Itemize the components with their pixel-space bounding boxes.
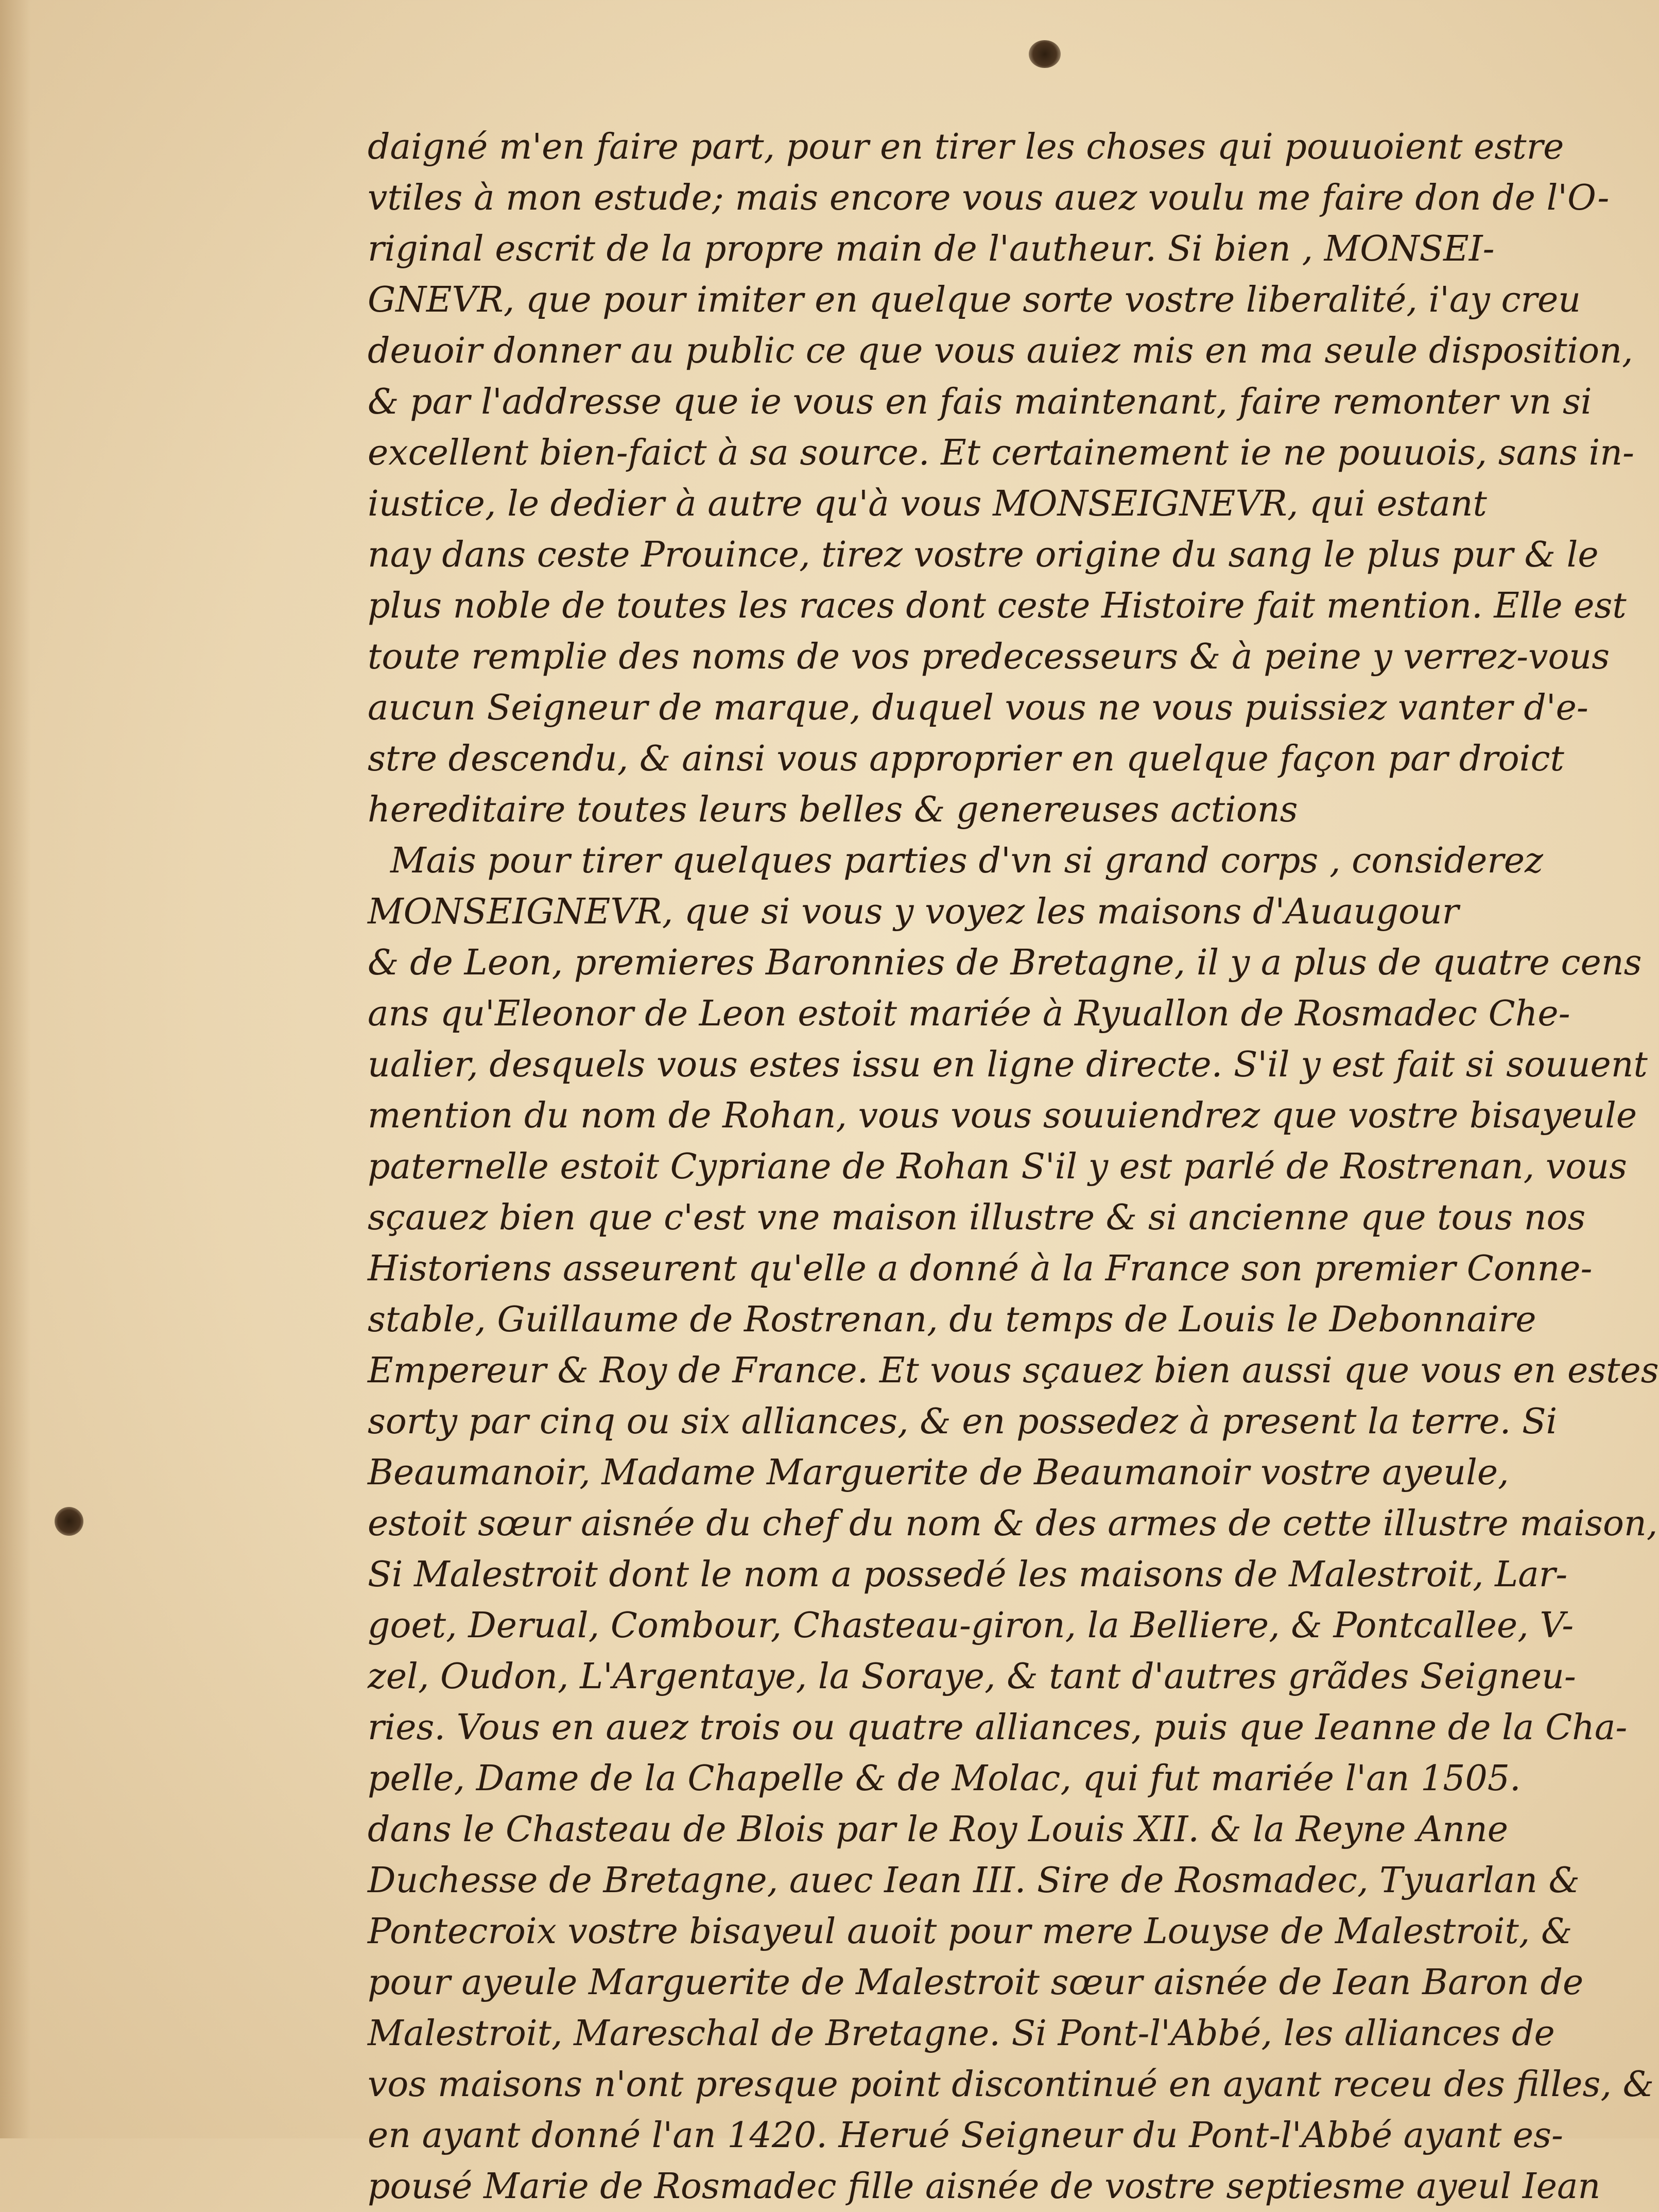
text-line: iustice, le dedier à autre qu'à vous MONSEIGNEVR, qui estant (368, 484, 1487, 524)
text-line: toute remplie des noms de vos predecesseurs & à peine y verrez-vous (368, 637, 1610, 677)
text-line: riginal escrit de la propre main de l'autheur. Si bien , MONSEI- (368, 229, 1495, 269)
ink-stain-top (1029, 40, 1061, 68)
text-line: plus noble de toutes les races dont ceste Histoire fait mention. Elle est (368, 586, 1627, 626)
text-line: Si Malestroit dont le nom a possedé les maisons de Malestroit, Lar- (368, 1554, 1568, 1595)
text-line: nay dans ceste Prouince, tirez vostre origine du sang le plus pur & le (368, 535, 1599, 575)
text-line: en ayant donné l'an 1420. Herué Seigneur du Pont-l'Abbé ayant es- (368, 2115, 1564, 2156)
text-line: stable, Guillaume de Rostrenan, du temps de Louis le Debonnaire (368, 1299, 1536, 1340)
text-line: pelle, Dame de la Chapelle & de Molac, qui fut mariée l'an 1505. (368, 1758, 1521, 1799)
text-line: zel, Oudon, L'Argentaye, la Soraye, & tant d'autres grãdes Seigneu- (368, 1656, 1576, 1697)
text-line: ualier, desquels vous estes issu en ligne directe. S'il y est fait si souuent (368, 1044, 1648, 1085)
paragraph-start-line: Mais pour tirer quelques parties d'vn si grand corps , considerez (390, 841, 1543, 881)
text-line: Malestroit, Mareschal de Bretagne. Si Pont-l'Abbé, les alliances de (368, 2013, 1555, 2054)
text-line: pour ayeule Marguerite de Malestroit sœur aisnée de Iean Baron de (368, 1962, 1584, 2003)
ink-stain-left (55, 1507, 83, 1536)
text-line: ans qu'Eleonor de Leon estoit mariée à Ryuallon de Rosmadec Che- (368, 993, 1570, 1034)
text-line: goet, Derual, Combour, Chasteau-giron, la Belliere, & Pontcallee, V- (368, 1605, 1574, 1646)
text-line: pousé Marie de Rosmadec fille aisnée de vostre septiesme ayeul Iean (368, 2166, 1601, 2207)
text-line: & de Leon, premieres Baronnies de Bretagne, il y a plus de quatre cens (368, 942, 1642, 983)
text-line: aucun Seigneur de marque, duquel vous ne vous puissiez vanter d'e- (368, 688, 1588, 728)
text-line: daigné m'en faire part, pour en tirer les choses qui pouuoient estre (368, 127, 1564, 167)
dedication-text (368, 122, 1659, 2212)
text-line: stre descendu, & ainsi vous approprier en quelque façon par droict (368, 739, 1564, 779)
text-line: MONSEIGNEVR, que si vous y voyez les maisons d'Auaugour (368, 891, 1459, 932)
text-line: Pontecroix vostre bisayeul auoit pour mere Louyse de Malestroit, & (368, 1911, 1572, 1952)
text-line: excellent bien-faict à sa source. Et certainement ie ne pouuois, sans in- (368, 433, 1634, 473)
text-line: ries. Vous en auez trois ou quatre alliances, puis que Ieanne de la Cha- (368, 1707, 1628, 1748)
text-line: vos maisons n'ont presque point discontinué en ayant receu des filles, & (368, 2064, 1654, 2105)
text-line: deuoir donner au public ce que vous auiez mis en ma seule disposition, (368, 331, 1633, 371)
text-line: vtiles à mon estude; mais encore vous auez voulu me faire don de l'O- (368, 178, 1610, 218)
text-line: Duchesse de Bretagne, auec Iean III. Sire de Rosmadec, Tyuarlan & (368, 1860, 1580, 1901)
text-line: paternelle estoit Cypriane de Rohan S'il y est parlé de Rostrenan, vous (368, 1146, 1627, 1187)
text-line: Empereur & Roy de France. Et vous sçauez bien aussi que vous en estes (368, 1350, 1659, 1391)
text-line: estoit sœur aisnée du chef du nom & des armes de cette illustre maison, (368, 1503, 1658, 1544)
text-line: GNEVR, que pour imiter en quelque sorte vostre liberalité, i'ay creu (368, 280, 1581, 320)
text-line: dans le Chasteau de Blois par le Roy Louis XII. & la Reyne Anne (368, 1809, 1509, 1850)
text-line: sçauez bien que c'est vne maison illustre & si ancienne que tous nos (368, 1197, 1586, 1238)
text-line: sorty par cinq ou six alliances, & en possedez à present la terre. Si (368, 1401, 1558, 1442)
text-line: hereditaire toutes leurs belles & genereuses actions (368, 790, 1298, 830)
page-gutter-shadow (0, 0, 31, 2138)
text-line: & par l'addresse que ie vous en fais maintenant, faire remonter vn si (368, 382, 1592, 422)
text-line: Beaumanoir, Madame Marguerite de Beaumanoir vostre ayeule, (368, 1452, 1509, 1493)
text-line: mention du nom de Rohan, vous vous souuiendrez que vostre bisayeule (368, 1095, 1637, 1136)
text-line: Historiens asseurent qu'elle a donné à la France son premier Conne- (368, 1248, 1593, 1289)
